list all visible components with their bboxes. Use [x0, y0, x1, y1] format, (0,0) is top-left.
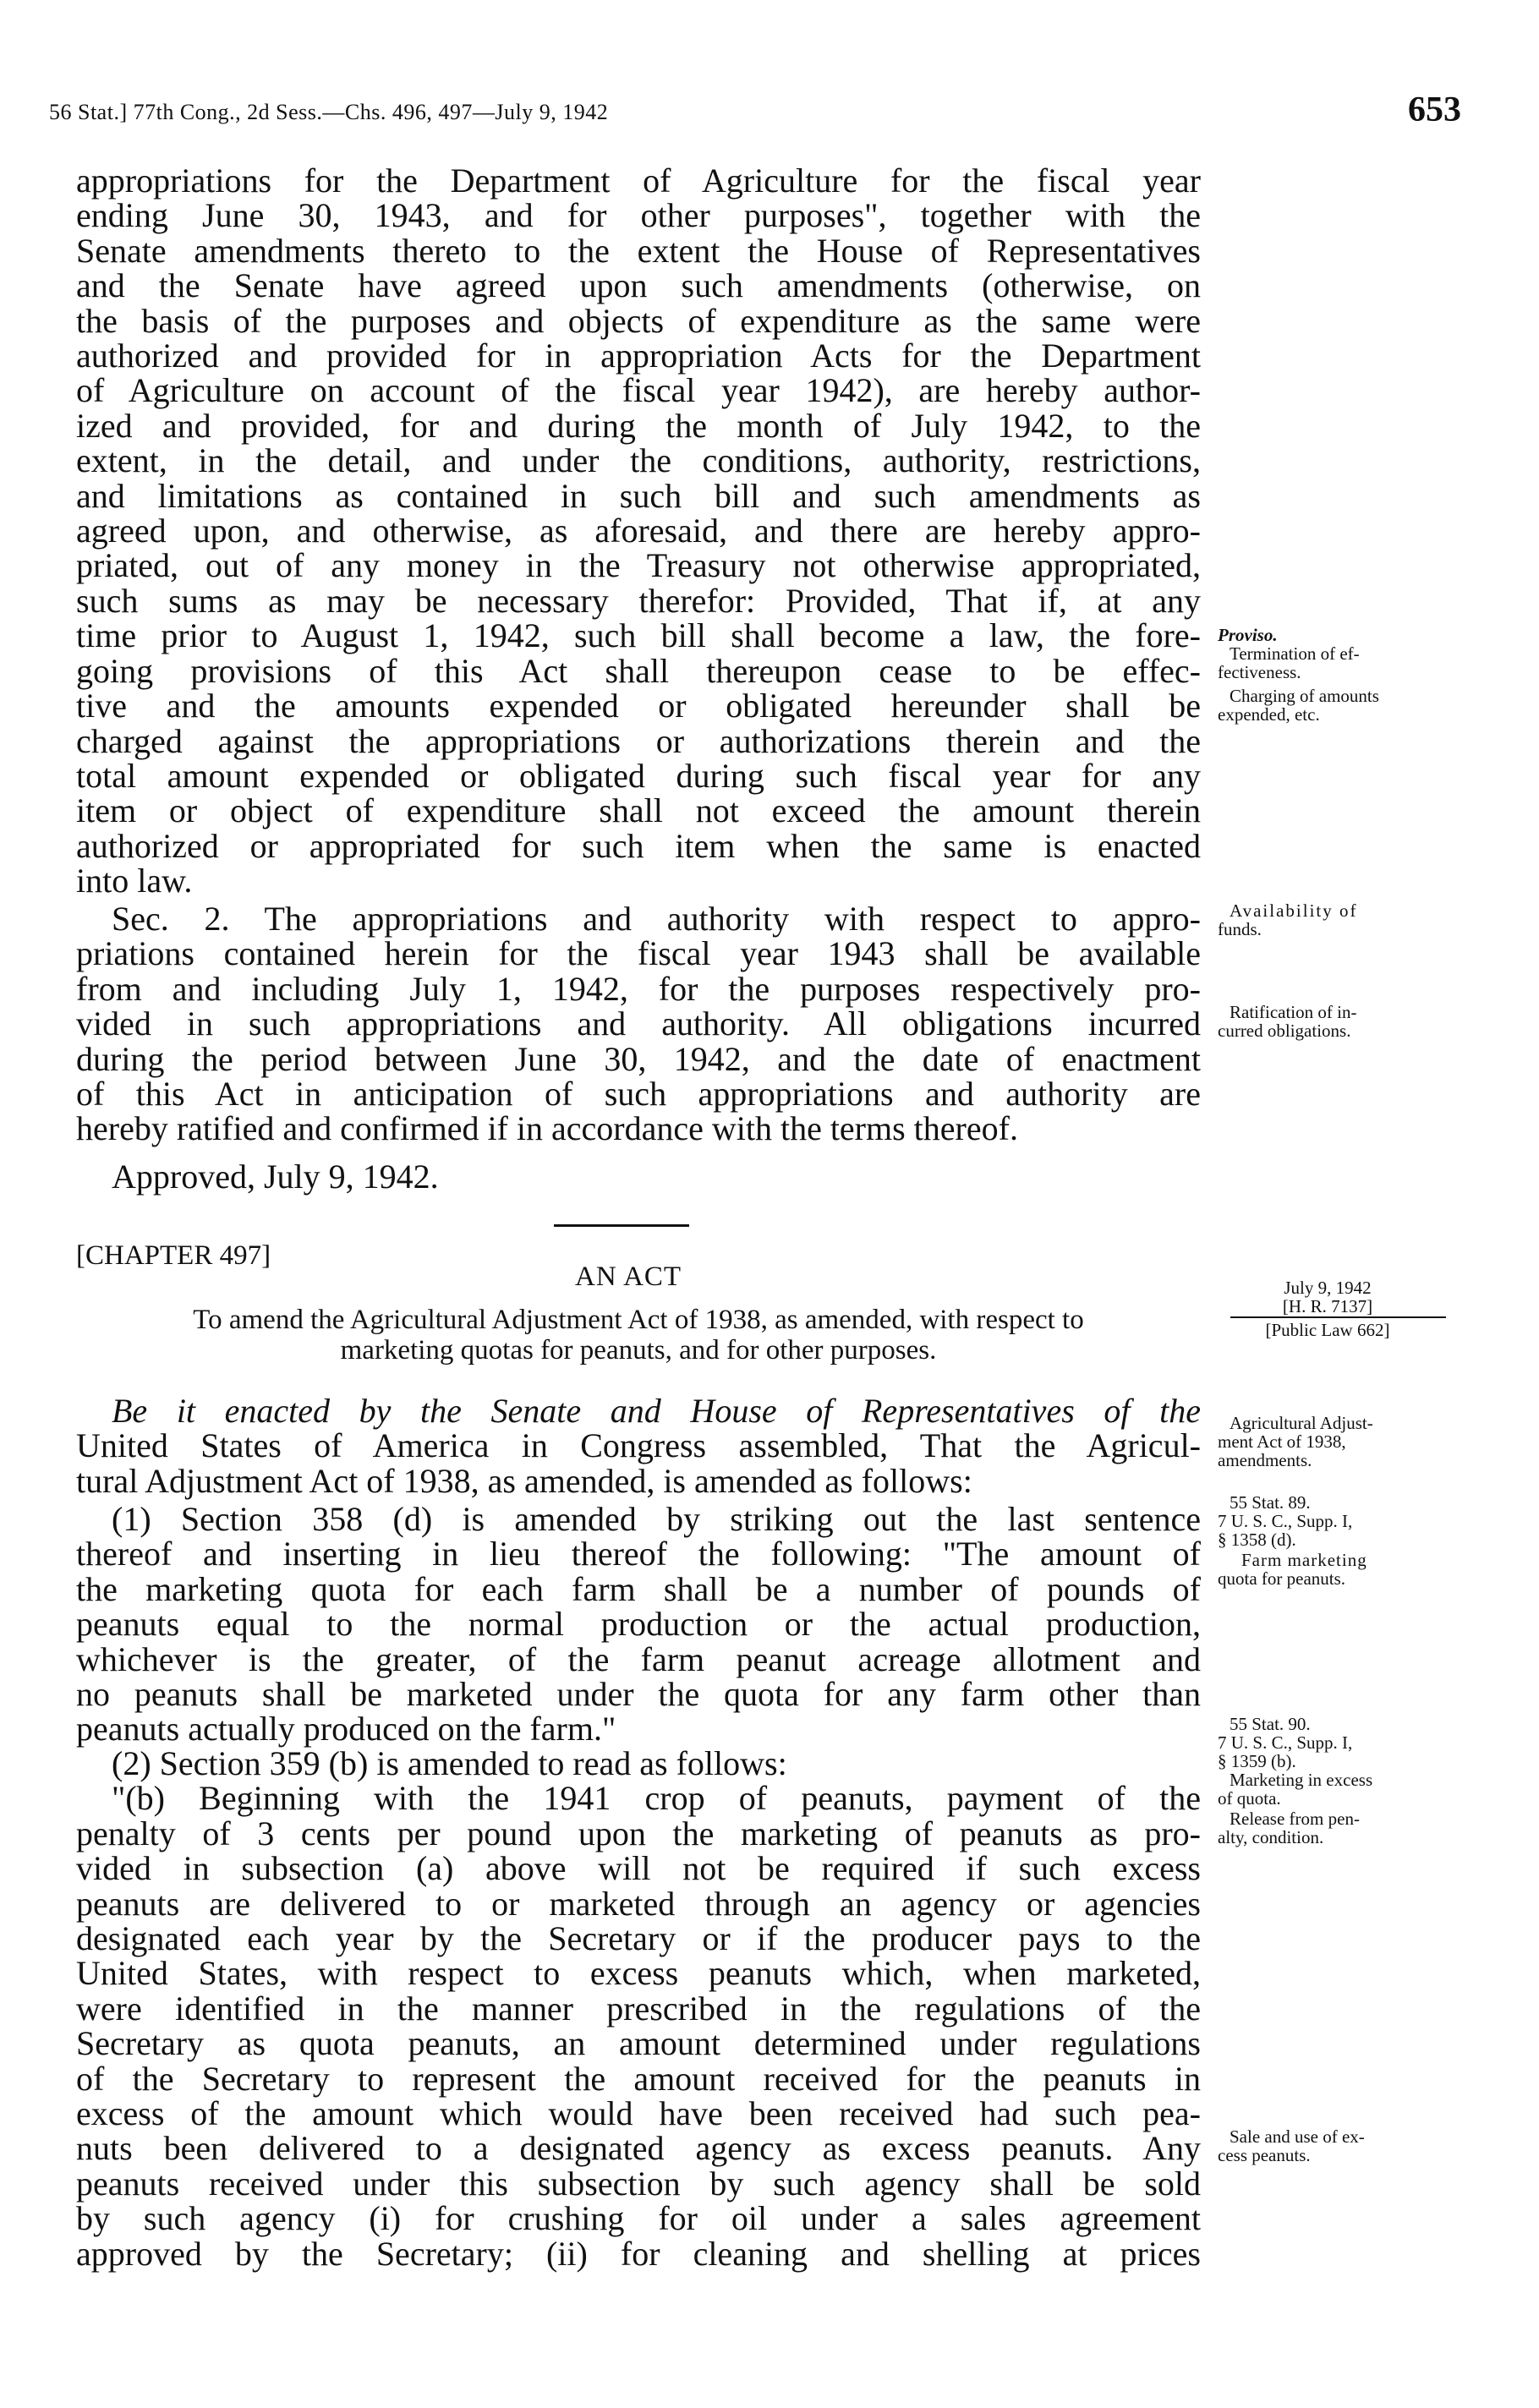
act-title-line: To amend the Agricultural Adjustment Act of 1938, as amended, with respect to: [193, 1305, 1084, 1335]
text-line: by such agency (i) for crushing for oil under a sales agreement: [76, 2199, 1201, 2238]
text-line: (2) Section 359 (b) is amended to read as follows:: [112, 1744, 787, 1782]
text-line: the marketing quota for each farm shall be a number of pounds of: [76, 1569, 1201, 1608]
text-line: ending June 30, 1943, and for other purposes", together with the: [76, 196, 1201, 235]
text-line: (1) Section 358 (d) is amended by striking out the last sentence: [112, 1500, 1201, 1538]
act-title-line: marketing quotas for peanuts, and for other purposes.: [340, 1335, 937, 1365]
margin-note-availability: [1218, 901, 1471, 939]
text-line: priated, out of any money in the Treasury not otherwise appropriated,: [76, 546, 1201, 585]
margin-text: 7 U. S. C., Supp. I,: [1218, 1732, 1353, 1753]
text-line: vided in subsection (a) above will not be required if such excess: [76, 1849, 1201, 1888]
section-1-continuation: [76, 163, 1201, 899]
text-line: going provisions of this Act shall thereupon cease to be effec-: [76, 651, 1201, 690]
text-line: excess of the amount which would have been received had such pea-: [76, 2094, 1201, 2133]
text-line: Sec. 2. The appropriations and authority with respect to appro-: [112, 900, 1201, 938]
text-line: of Agriculture on account of the fiscal year 1942), are hereby author-: [76, 371, 1201, 410]
margin-note-citation-1: [1218, 1493, 1471, 1549]
text-line: authorized or appropriated for such item when the same is enacted: [76, 826, 1201, 865]
margin-text: Charging of amounts: [1230, 686, 1379, 706]
text-line: extent, in the detail, and under the conditions, authority, restrictions,: [76, 441, 1201, 480]
text-line: of this Act in anticipation of such appropriations and authority are: [76, 1075, 1201, 1114]
margin-text: fectiveness.: [1218, 662, 1301, 682]
text-line: thereof and inserting in lieu thereof the following: "The amount of: [76, 1535, 1201, 1573]
margin-text: curred obligations.: [1218, 1021, 1351, 1041]
margin-text: § 1359 (b).: [1218, 1751, 1296, 1771]
margin-note-citation-2: [1218, 1715, 1471, 1770]
running-header: 56 Stat.] 77th Cong., 2d Sess.—Chs. 496, 497—July 9, 1942: [49, 100, 609, 124]
text-line: such sums as may be necessary therefor: Provided, That if, at any: [76, 581, 1201, 620]
margin-text: Release from pen-: [1230, 1809, 1360, 1829]
margin-text: of quota.: [1218, 1788, 1281, 1809]
chapter-heading: [CHAPTER 497]: [76, 1240, 271, 1271]
chapter-separator-rule: [554, 1224, 689, 1227]
text-line: agreed upon, and otherwise, as aforesaid, and there are hereby appro-: [76, 512, 1201, 550]
approval-line: Approved, July 9, 1942.: [112, 1157, 439, 1196]
text-line: total amount expended or obligated during such fiscal year for any: [76, 756, 1201, 795]
margin-text: cess peanuts.: [1218, 2145, 1311, 2165]
margin-note-release: [1218, 1809, 1471, 1847]
margin-note-public-law: [1218, 1321, 1438, 1339]
text-line: and limitations as contained in such bill and such amendments as: [76, 476, 1201, 515]
margin-text: Sale and use of ex-: [1230, 2126, 1365, 2147]
text-line: appropriations for the Department of Agriculture for the fiscal year: [76, 161, 1201, 200]
margin-rule: [1230, 1316, 1446, 1318]
margin-note-bill-info: [1218, 1278, 1438, 1316]
margin-text: Marketing in excess: [1230, 1770, 1373, 1790]
text-line: Secretary as quota peanuts, an amount determined under regulations: [76, 2024, 1201, 2063]
text-line: into law.: [76, 862, 193, 900]
margin-text: Farm marketing: [1241, 1550, 1367, 1570]
margin-text: Agricultural Adjust-: [1230, 1413, 1373, 1433]
margin-text: 55 Stat. 90.: [1230, 1714, 1311, 1734]
text-line: of the Secretary to represent the amount received for the peanuts in: [76, 2059, 1201, 2098]
paragraph-1: [76, 1502, 1201, 1747]
text-line: United States, with respect to excess peanuts which, when marketed,: [76, 1954, 1201, 1993]
margin-note-aaa-amendments: [1218, 1414, 1471, 1469]
margin-note-charging: [1218, 687, 1471, 724]
bill-number: [H. R. 7137]: [1282, 1296, 1373, 1316]
text-line: item or object of expenditure shall not exceed the amount therein: [76, 791, 1201, 830]
text-line: United States of America in Congress assembled, That the Agricul-: [76, 1426, 1201, 1465]
text-line: Senate amendments thereto to the extent the House of Representatives: [76, 231, 1201, 270]
margin-text: amendments.: [1218, 1450, 1312, 1470]
margin-text: 55 Stat. 89.: [1230, 1492, 1311, 1513]
text-line: "(b) Beginning with the 1941 crop of peanuts, payment of the: [112, 1779, 1201, 1818]
text-line: tive and the amounts expended or obligated hereunder shall be: [76, 687, 1201, 725]
margin-note-proviso: [1218, 626, 1471, 681]
margin-text: Termination of ef-: [1230, 643, 1360, 664]
margin-note-ratification: [1218, 1003, 1471, 1040]
margin-text: expended, etc.: [1218, 704, 1320, 725]
section-2: [76, 901, 1201, 1147]
margin-text: Ratification of in-: [1230, 1002, 1357, 1022]
text-line: charged against the appropriations or authorizations therein and the: [76, 721, 1201, 760]
text-line: whichever is the greater, of the farm peanut acreage allotment and: [76, 1639, 1201, 1678]
text-line: nuts been delivered to a designated agency as excess peanuts. Any: [76, 2129, 1201, 2168]
public-law-number: [Public Law 662]: [1265, 1320, 1390, 1340]
margin-note-farm-quota: [1218, 1551, 1471, 1588]
text-line: tural Adjustment Act of 1938, as amended, is amended as follows:: [76, 1461, 972, 1500]
margin-note-sale-excess: [1218, 2127, 1471, 2164]
paragraph-2: [76, 1746, 1201, 2271]
approval-date: July 9, 1942: [1284, 1278, 1372, 1298]
margin-text: 7 U. S. C., Supp. I,: [1218, 1511, 1353, 1531]
act-title: [68, 1305, 1209, 1365]
text-line: peanuts received under this subsection by such agency shall be sold: [76, 2164, 1201, 2203]
margin-text: Proviso.: [1218, 625, 1278, 645]
text-line: time prior to August 1, 1942, such bill shall become a law, the fore-: [76, 616, 1201, 655]
text-line: designated each year by the Secretary or if the producer pays to the: [76, 1919, 1201, 1958]
margin-text: § 1358 (d).: [1218, 1530, 1296, 1550]
text-line: and the Senate have agreed upon such amendments (otherwise, on: [76, 266, 1201, 305]
margin-text: funds.: [1218, 919, 1262, 939]
text-line: the basis of the purposes and objects of expenditure as the same were: [76, 301, 1201, 340]
margin-text: ment Act of 1938,: [1218, 1431, 1346, 1452]
text-line: peanuts actually produced on the farm.": [76, 1710, 616, 1749]
margin-text: Availability of: [1230, 900, 1358, 921]
text-line: Be it enacted by the Senate and House of Representatives of the: [112, 1392, 1201, 1430]
margin-note-marketing-excess: [1218, 1770, 1471, 1808]
text-line: authorized and provided for in appropriation Acts for the Department: [76, 337, 1201, 375]
text-line: during the period between June 30, 1942, and the date of enactment: [76, 1039, 1201, 1078]
text-line: priations contained herein for the fiscal year 1943 shall be available: [76, 934, 1201, 973]
text-line: penalty of 3 cents per pound upon the marketing of peanuts as pro-: [76, 1814, 1201, 1853]
text-line: hereby ratified and confirmed if in accordance with the terms thereof.: [76, 1109, 1018, 1148]
page-number: 653: [1408, 90, 1461, 129]
text-line: ized and provided, for and during the month of July 1942, to the: [76, 406, 1201, 445]
text-line: were identified in the manner prescribed in the regulations of the: [76, 1989, 1201, 2028]
enacting-clause: [76, 1393, 1201, 1498]
margin-text: quota for peanuts.: [1218, 1568, 1346, 1589]
text-line: peanuts are delivered to or marketed through an agency or agencies: [76, 1884, 1201, 1923]
text-line: vided in such appropriations and authority. All obligations incurred: [76, 1004, 1201, 1043]
text-line: peanuts equal to the normal production or the actual production,: [76, 1605, 1201, 1644]
text-line: no peanuts shall be marketed under the quota for any farm other than: [76, 1675, 1201, 1714]
margin-text: alty, condition.: [1218, 1827, 1324, 1847]
an-act-heading: AN ACT: [575, 1261, 682, 1292]
text-line: approved by the Secretary; (ii) for cleaning and shelling at prices: [76, 2234, 1201, 2273]
text-line: from and including July 1, 1942, for the purposes respectively pro-: [76, 969, 1201, 1008]
